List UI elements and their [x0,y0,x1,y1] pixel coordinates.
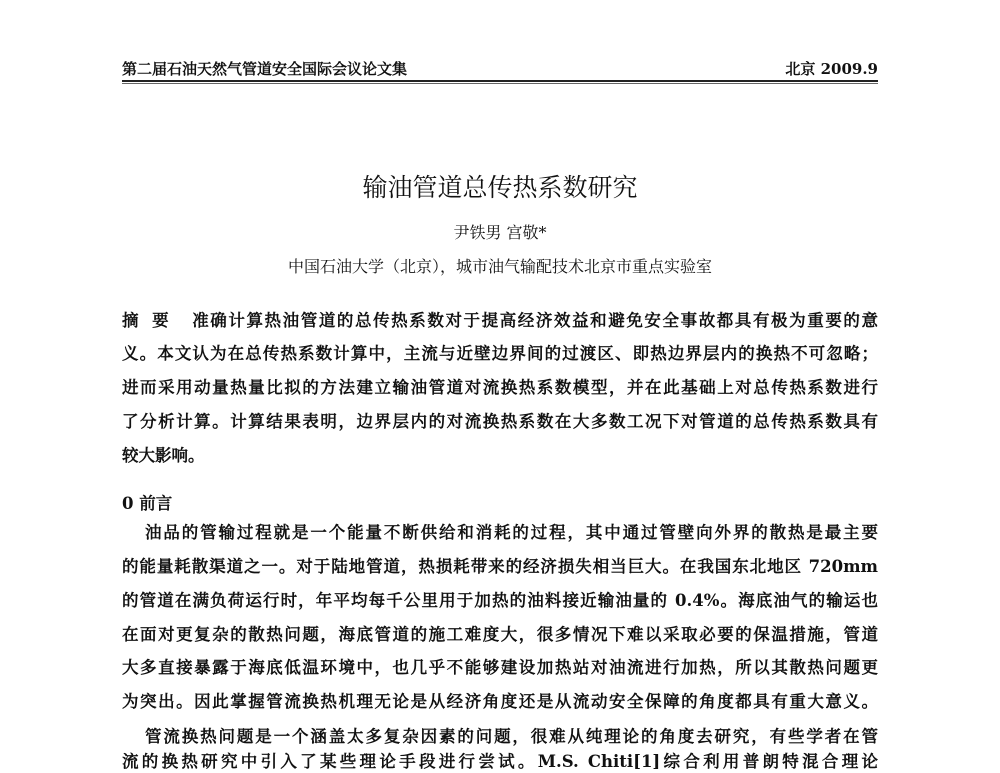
abstract-line: 义。本文认为在总传热系数计算中，主流与近壁边界间的过渡区、即热边界层内的换热不可忽略； [122,344,878,363]
abstract-line [122,310,878,332]
body-line: 管流换热问题是一个涵盖太多复杂因素的问题，很难从纯理论的角度去研究，有些学者在管 [145,727,878,746]
abstract-line: 了分析计算。计算结果表明，边界层内的对流换热系数在大多数工况下对管道的总传热系数具有 [122,412,878,431]
body-line: 的管道在满负荷运行时，年平均每千公里用于加热的油料接近输油量的 0.4%。海底油气的输运也 [122,591,878,610]
header-rule [122,80,878,82]
running-header-conference: 第二届石油天然气管道安全国际会议论文集 [122,60,408,78]
body-line: 大多直接暴露于海底低温环境中，也几乎不能够建设加热站对油流进行加热，所以其散热问题更 [122,658,878,677]
abstract-label: 摘要 [122,311,183,330]
body-line: 流的换热研究中引入了某些理论手段进行尝试。M.S. Chiti[1]综合利用普朗特混合理论 [122,752,878,771]
body-line: 的能量耗散渠道之一。对于陆地管道，热损耗带来的经济损失相当巨大。在我国东北地区 720mm [122,557,878,576]
affiliation: 中国石油大学（北京），城市油气输配技术北京市重点实验室 [287,257,712,276]
authors: 尹铁男 宫敬* [453,223,547,242]
abstract-text: 准确计算热油管道的总传热系数对于提高经济效益和避免安全事故都具有极为重要的意 [192,311,878,330]
paper-title: 输油管道总传热系数研究 [362,173,638,202]
section-heading: 0 前言 [122,494,173,513]
header-rule-thin [122,83,878,84]
body-line: 油品的管输过程就是一个能量不断供给和消耗的过程，其中通过管壁向外界的散热是最主要 [145,523,878,542]
body-line: 为突出。因此掌握管流换热机理无论是从经济角度还是从流动安全保障的角度都具有重大意义。 [122,692,878,711]
abstract-line: 进而采用动量热量比拟的方法建立输油管道对流换热系数模型，并在此基础上对总传热系数进行 [122,378,878,397]
running-header-date: 北京 2009.9 [785,60,878,78]
abstract-line: 较大影响。 [122,446,205,465]
body-line: 在面对更复杂的散热问题，海底管道的施工难度大，很多情况下难以采取必要的保温措施，管道 [122,625,878,644]
